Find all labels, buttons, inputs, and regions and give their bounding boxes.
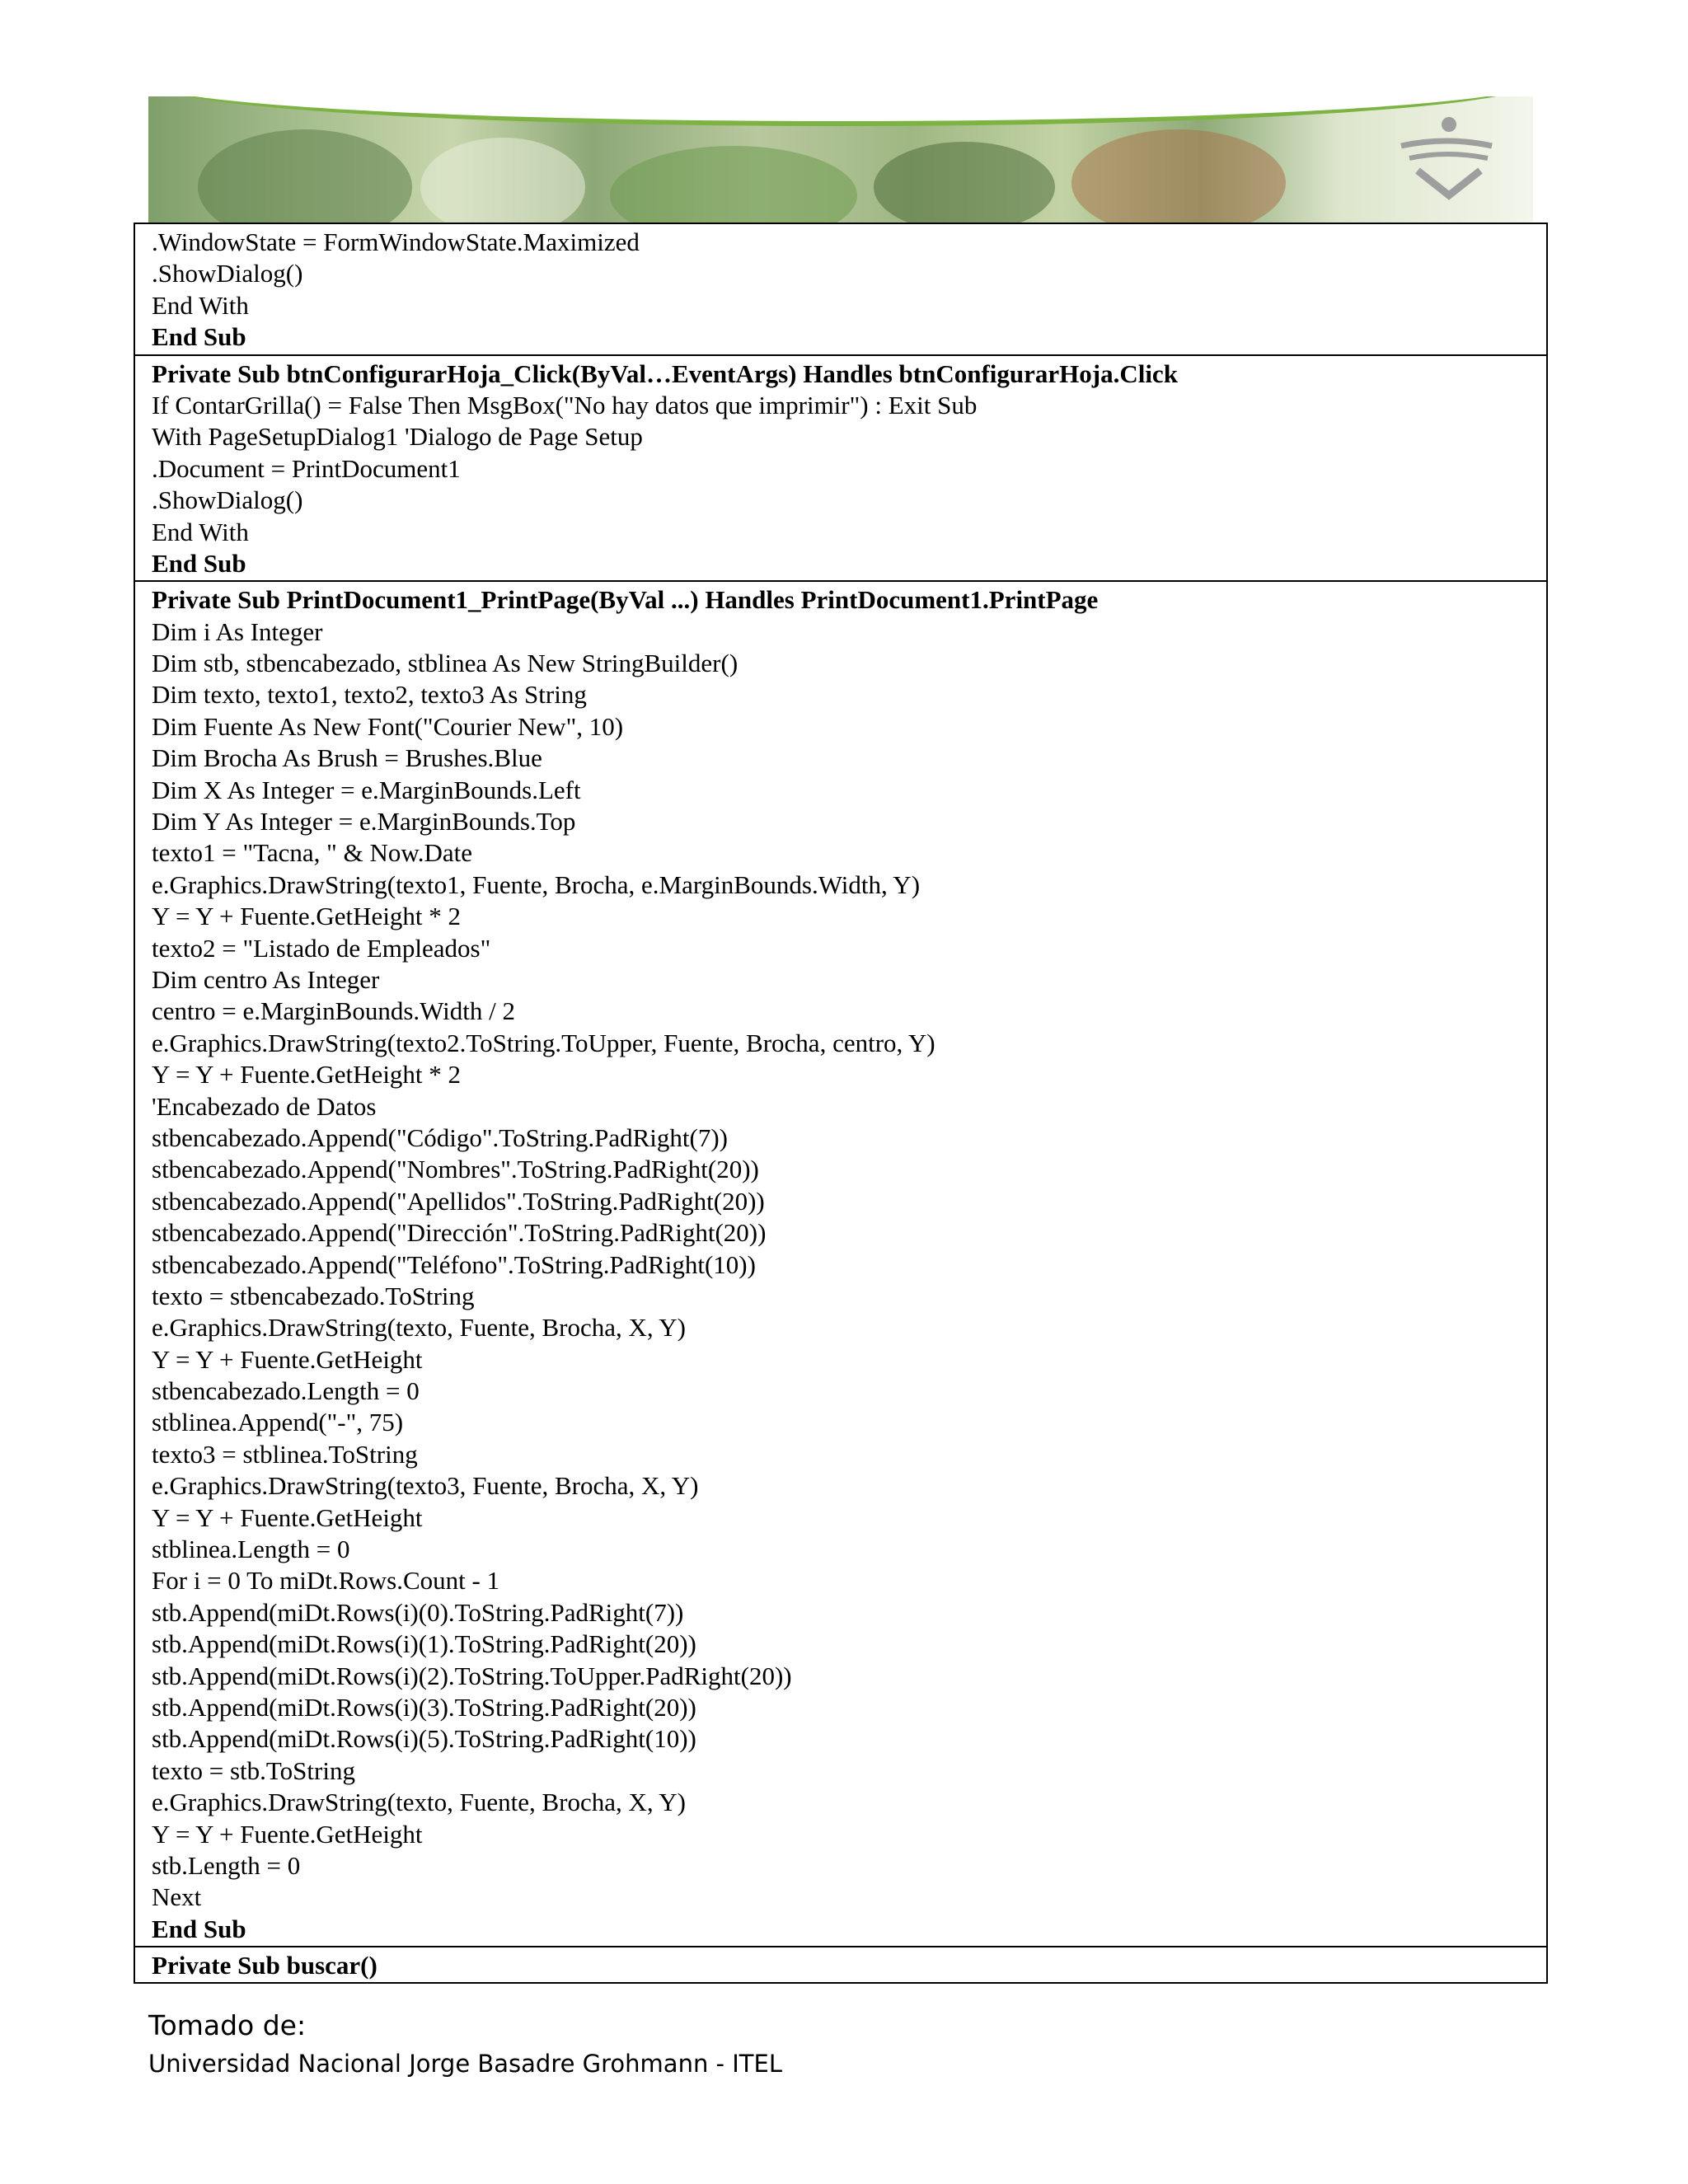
- code-line: Dim X As Integer = e.MarginBounds.Left: [152, 775, 581, 804]
- code-line: Private Sub PrintDocument1_PrintPage(ByVal ...) Handles PrintDocument1.PrintPage: [152, 585, 1099, 615]
- code-line: 'Encabezado de Datos: [152, 1091, 377, 1121]
- code-line: End With: [152, 290, 249, 320]
- code-line: Y = Y + Fuente.GetHeight: [152, 1502, 423, 1532]
- code-line: End Sub: [152, 1914, 246, 1943]
- code-line: texto = stbencabezado.ToString: [152, 1281, 475, 1310]
- code-line: stb.Length = 0: [152, 1850, 301, 1880]
- footer-institution: Universidad Nacional Jorge Basadre Grohmann - ITEL: [148, 2050, 782, 2078]
- code-line: stbencabezado.Append("Código".ToString.PadRight(7)): [152, 1122, 728, 1152]
- code-line: stbencabezado.Append("Nombres".ToString.PadRight(20)): [152, 1155, 759, 1184]
- code-line: If ContarGrilla() = False Then MsgBox("No hay datos que imprimir") : Exit Sub: [152, 390, 978, 419]
- code-line: Private Sub buscar(): [152, 1951, 377, 1980]
- code-line: centro = e.MarginBounds.Width / 2: [152, 996, 515, 1026]
- code-line: .WindowState = FormWindowState.Maximized: [152, 227, 640, 256]
- footer-source: [148, 2008, 782, 2082]
- code-line: stblinea.Append("-", 75): [152, 1408, 404, 1437]
- code-block-cell: [134, 355, 1547, 582]
- code-block-row: [134, 355, 1547, 582]
- code-line: Dim i As Integer: [152, 616, 323, 646]
- code-line: texto3 = stblinea.ToString: [152, 1439, 418, 1469]
- code-block-row: [134, 581, 1547, 1947]
- code-line: e.Graphics.DrawString(texto3, Fuente, Brocha, X, Y): [152, 1471, 699, 1501]
- code-line: .Document = PrintDocument1: [152, 453, 461, 483]
- code-block-cell: [134, 1947, 1547, 1983]
- code-line: texto1 = "Tacna, " & Now.Date: [152, 838, 472, 868]
- code-line: For i = 0 To miDt.Rows.Count - 1: [152, 1566, 500, 1596]
- code-line: e.Graphics.DrawString(texto2.ToString.ToUpper, Fuente, Brocha, centro, Y): [152, 1028, 935, 1057]
- code-block-cell: [134, 581, 1547, 1947]
- code-line: stb.Append(miDt.Rows(i)(1).ToString.PadRight(20)): [152, 1629, 696, 1659]
- code-line: texto2 = "Listado de Empleados": [152, 933, 491, 963]
- code-line: Y = Y + Fuente.GetHeight * 2: [152, 1060, 462, 1090]
- code-line: End Sub: [152, 548, 246, 578]
- code-line: With PageSetupDialog1 'Dialogo de Page Setup: [152, 422, 643, 452]
- code-line: stbencabezado.Append("Apellidos".ToString.PadRight(20)): [152, 1186, 765, 1216]
- footer-label: Tomado de:: [148, 2009, 307, 2041]
- sena-logo-icon: [1385, 113, 1508, 204]
- code-line: .ShowDialog(): [152, 259, 303, 288]
- code-line: stbencabezado.Append("Teléfono".ToString.PadRight(10)): [152, 1249, 756, 1279]
- code-line: Dim stb, stbencabezado, stblinea As New StringBuilder(): [152, 649, 738, 678]
- code-line: stbencabezado.Length = 0: [152, 1376, 420, 1406]
- code-line: End Sub: [152, 322, 246, 352]
- code-block-cell: [134, 223, 1547, 355]
- code-block-row: [134, 223, 1547, 355]
- code-line: e.Graphics.DrawString(texto, Fuente, Brocha, X, Y): [152, 1313, 686, 1343]
- code-line: Dim Brocha As Brush = Brushes.Blue: [152, 743, 542, 773]
- code-line: stb.Append(miDt.Rows(i)(3).ToString.PadRight(20)): [152, 1692, 696, 1722]
- code-line: Private Sub btnConfigurarHoja_Click(ByVal…EventArgs) Handles btnConfigurarHoja.Click: [152, 359, 1178, 388]
- code-line: Next: [152, 1882, 202, 1912]
- code-line: Dim Fuente As New Font("Courier New", 10): [152, 711, 624, 741]
- code-line: Dim centro As Integer: [152, 964, 380, 994]
- code-line: .ShowDialog(): [152, 485, 303, 515]
- code-block-row: [134, 1947, 1547, 1983]
- code-line: Y = Y + Fuente.GetHeight * 2: [152, 902, 462, 931]
- code-line: stb.Append(miDt.Rows(i)(0).ToString.PadRight(7)): [152, 1597, 684, 1627]
- code-line: texto = stb.ToString: [152, 1755, 355, 1785]
- code-line: stb.Append(miDt.Rows(i)(2).ToString.ToUpper.PadRight(20)): [152, 1661, 792, 1690]
- code-line: e.Graphics.DrawString(texto, Fuente, Brocha, X, Y): [152, 1788, 686, 1817]
- code-line: stbencabezado.Append("Dirección".ToString.PadRight(20)): [152, 1218, 767, 1248]
- code-table: [134, 223, 1548, 1984]
- header-banner: [148, 96, 1533, 224]
- code-line: End With: [152, 517, 249, 546]
- code-line: stb.Append(miDt.Rows(i)(5).ToString.PadRight(10)): [152, 1724, 696, 1754]
- code-line: Y = Y + Fuente.GetHeight: [152, 1344, 423, 1374]
- code-line: Y = Y + Fuente.GetHeight: [152, 1819, 423, 1849]
- code-line: stblinea.Length = 0: [152, 1535, 350, 1564]
- code-line: Dim texto, texto1, texto2, texto3 As String: [152, 680, 587, 710]
- code-line: Dim Y As Integer = e.MarginBounds.Top: [152, 807, 576, 837]
- code-line: e.Graphics.DrawString(texto1, Fuente, Brocha, e.MarginBounds.Width, Y): [152, 869, 921, 899]
